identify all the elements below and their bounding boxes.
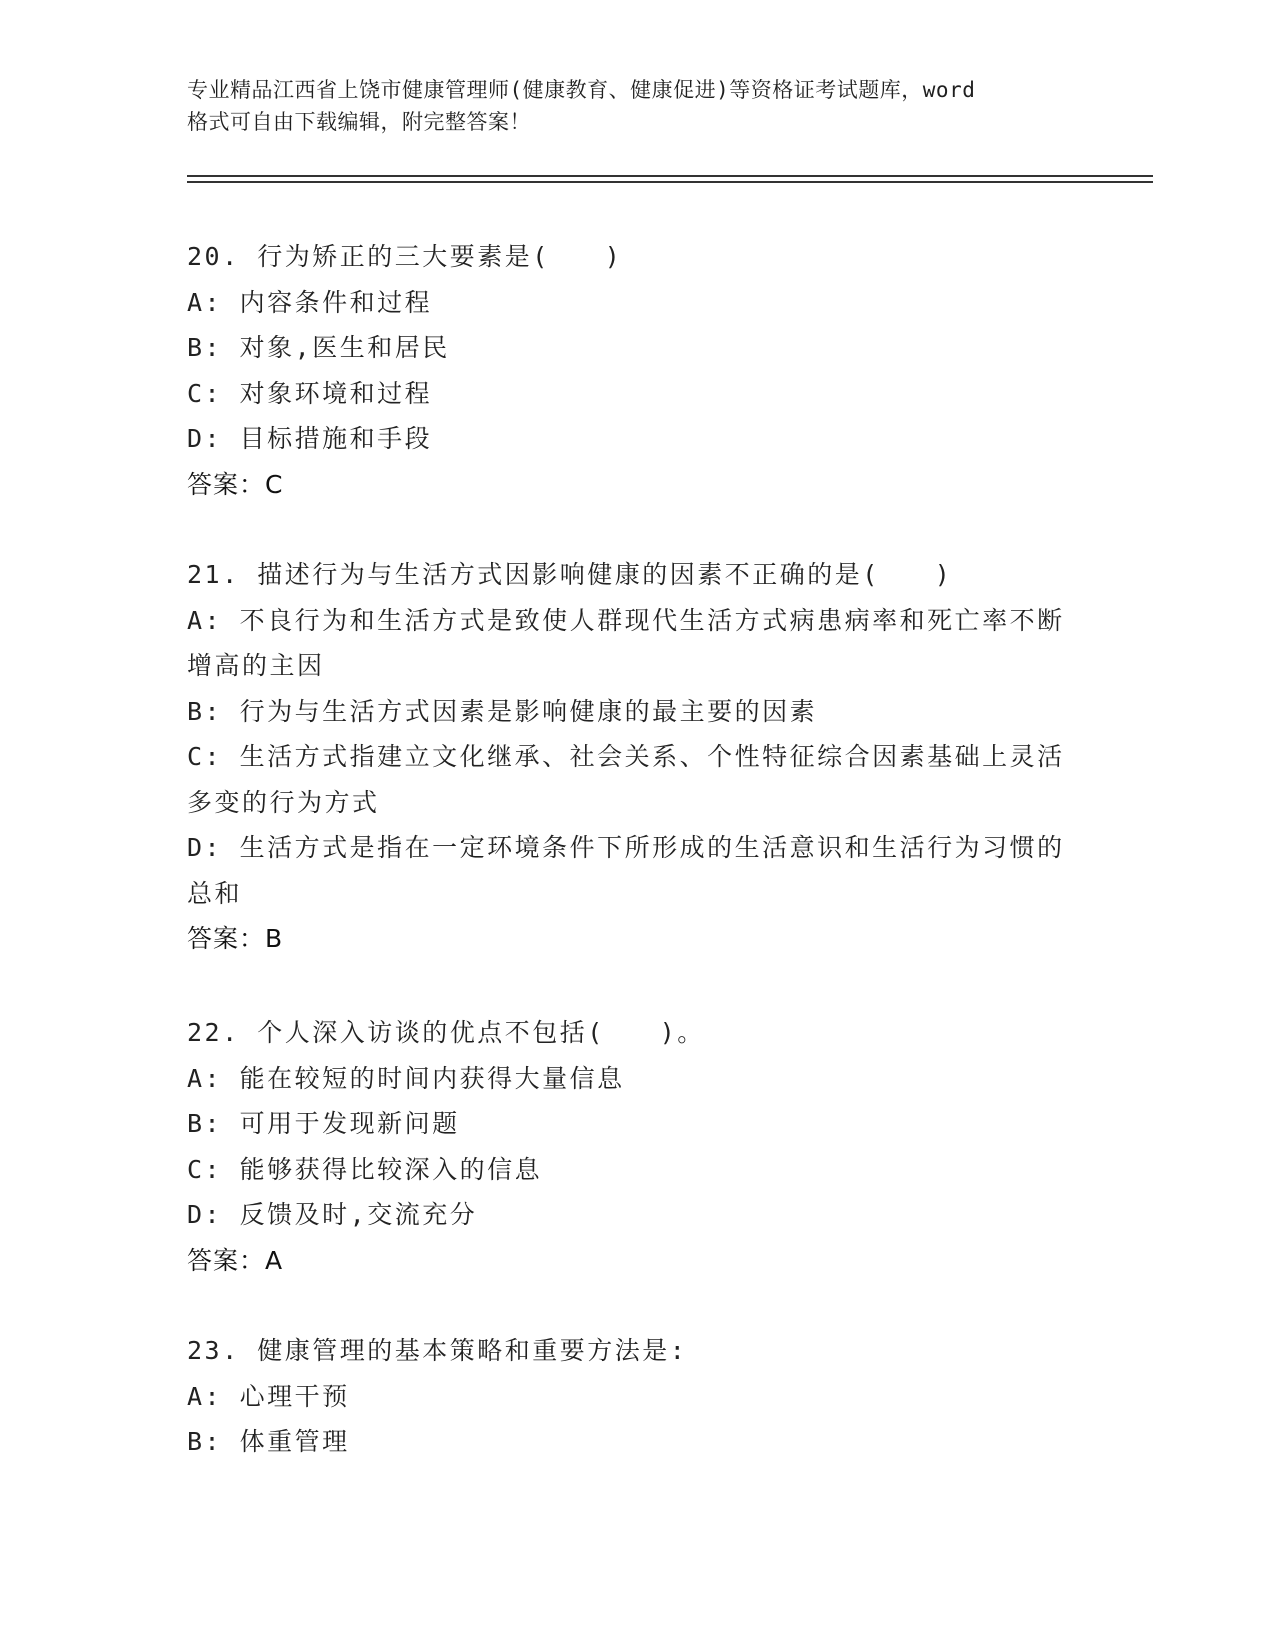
question-stem: 23. 健康管理的基本策略和重要方法是: (187, 1336, 688, 1365)
header-divider-bottom (187, 181, 1153, 183)
option-b: B: 体重管理 (187, 1427, 350, 1456)
option-a: A: 内容条件和过程 (187, 287, 433, 317)
option-c: C: 生活方式指建立文化继承、社会关系、个性特征综合因素基础上灵活多变的行为方式 (187, 742, 1065, 817)
option-d: D: 目标措施和手段 (187, 424, 433, 453)
question-20 (187, 234, 1087, 507)
option-b: B: 可用于发现新问题 (187, 1109, 460, 1138)
option-a: A: 能在较短的时间内获得大量信息 (187, 1063, 625, 1093)
option-d: D: 反馈及时,交流充分 (187, 1200, 478, 1229)
answer: 答案：C (187, 469, 284, 499)
option-d: D: 生活方式是指在一定环境条件下所形成的生活意识和生活行为习惯的总和 (187, 833, 1065, 908)
option-a: A: 不良行为和生活方式是致使人群现代生活方式病患病率和死亡率不断增高的主因 (187, 605, 1065, 680)
answer: 答案：A (187, 1245, 284, 1275)
option-c: C: 能够获得比较深入的信息 (187, 1154, 543, 1184)
question-stem: 22. 个人深入访谈的优点不包括( )。 (187, 1018, 705, 1047)
document-header (187, 74, 1087, 138)
question-23 (187, 1328, 1087, 1465)
answer: 答案：B (187, 924, 284, 953)
question-21 (187, 552, 1087, 962)
header-line-2: 格式可自由下载编辑，附完整答案！ (187, 110, 531, 134)
option-a: A: 心理干预 (187, 1381, 350, 1411)
option-b: B: 行为与生活方式因素是影响健康的最主要的因素 (187, 696, 818, 726)
header-divider-top (187, 175, 1153, 177)
option-c: C: 对象环境和过程 (187, 378, 433, 408)
header-line-1: 专业精品江西省上饶市健康管理师(健康教育、健康促进)等资格证考试题库，word (187, 78, 976, 102)
question-stem: 20. 行为矫正的三大要素是( ) (187, 242, 623, 271)
question-22 (187, 1010, 1087, 1283)
question-stem: 21. 描述行为与生活方式因影响健康的因素不正确的是( ) (187, 560, 953, 589)
option-b: B: 对象,医生和居民 (187, 333, 450, 362)
